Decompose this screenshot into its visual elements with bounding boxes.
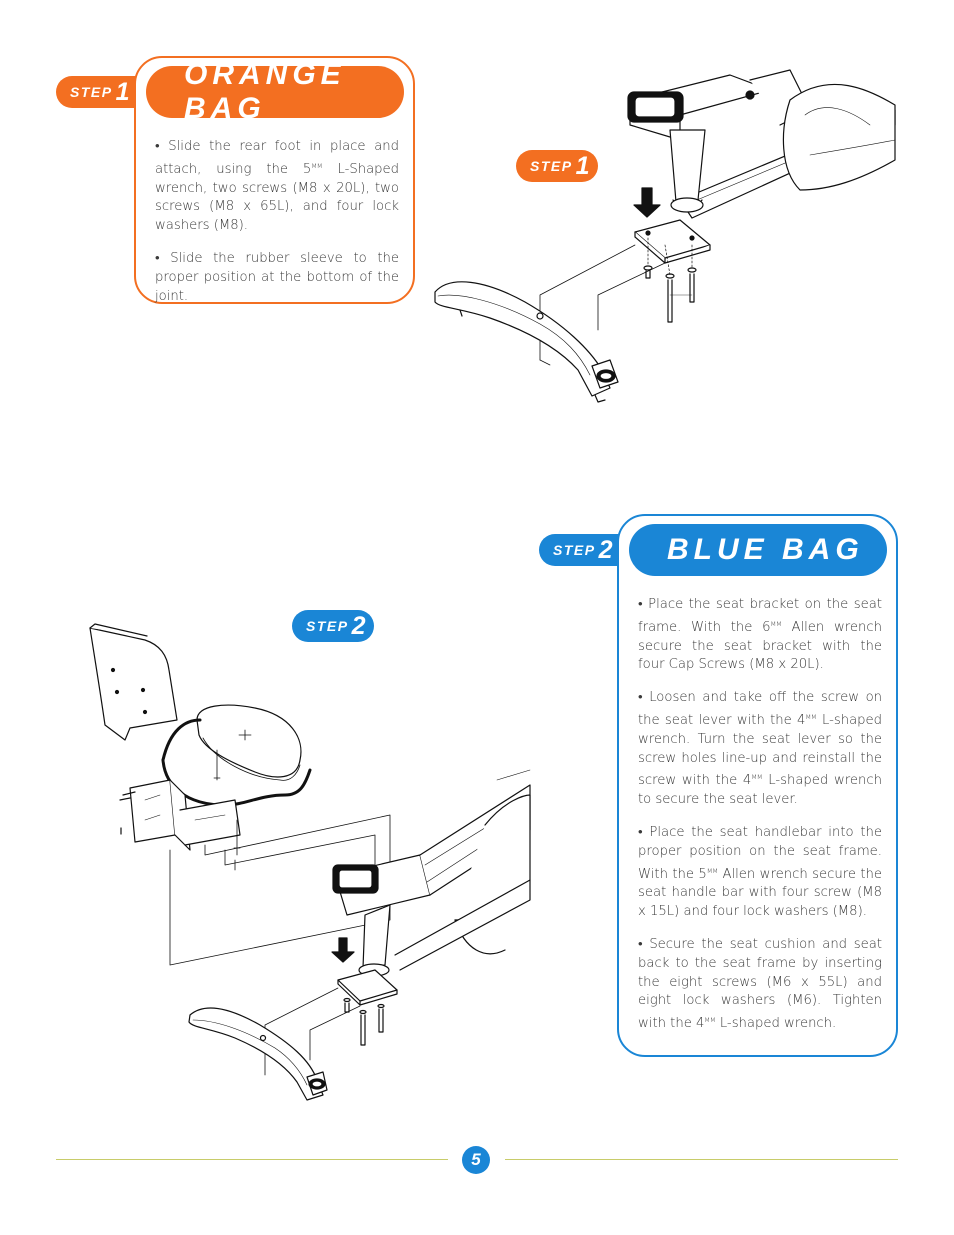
footer-rule-left: [56, 1159, 448, 1160]
step2-paragraph-3: • Place the seat handlebar into the proper position on the seat frame. With the $5^{MM}$ Allen wrench secure the seat handle bar with four screw (M8 x 15L) and four lock washers (M8).: [638, 824, 882, 920]
blue-bag-title: BLUE BAG: [629, 524, 887, 576]
blue-bag-panel: [617, 514, 898, 1057]
mm-superscript: MM: [311, 161, 323, 170]
footer-rule-right: [505, 1159, 898, 1160]
step1-instructions: [155, 138, 399, 320]
step-word: STEP: [553, 542, 596, 558]
step1-paragraph-1: • Slide the rear foot in place and attach, using the $5^{MM}$ L-Shaped wrench, two screws (M8 x 20L), two screws (M8 x 65L), and four lock washers (M8).: [155, 139, 400, 234]
step2-paragraph-4: • Secure the seat cushion and seat back to the seat frame by inserting the eight screws (M6 x 55L) and eight lock washers (M6). Tighten with the $4^{MM}$ L-shaped wrench.: [638, 936, 882, 1032]
step-word: STEP: [70, 84, 113, 100]
step2-paragraph-1: • Place the seat bracket on the seat frame. With the $6^{MM}$ Allen wrench secure the seat bracket with the four Cap Screws (M8 x 20L).: [638, 597, 882, 673]
step2-figure-tag: STEP 2: [292, 610, 374, 642]
step-number: 1: [115, 77, 130, 106]
step2-paragraph-2: • Loosen and take off the screw on the seat lever with the $4^{MM}$ L-shaped wrench. Turn the seat lever so the screw holes line-up and reinstall the screw with the $4^{MM}$ L-shaped wrench to secure the seat lever.: [638, 690, 882, 808]
seat-assembly-illustration: [85, 620, 535, 1100]
step2-instructions: [638, 596, 882, 1048]
step1-paragraph-2: • Slide the rubber sleeve to the proper position at the bottom of the joint.: [155, 250, 399, 304]
step-number: 2: [598, 535, 613, 564]
rear-foot-assembly-illustration: [430, 70, 900, 410]
orange-bag-title: ORANGE BAG: [146, 66, 404, 118]
step1-figure-tag: STEP 1: [516, 150, 598, 182]
page-number: 5: [462, 1146, 490, 1174]
